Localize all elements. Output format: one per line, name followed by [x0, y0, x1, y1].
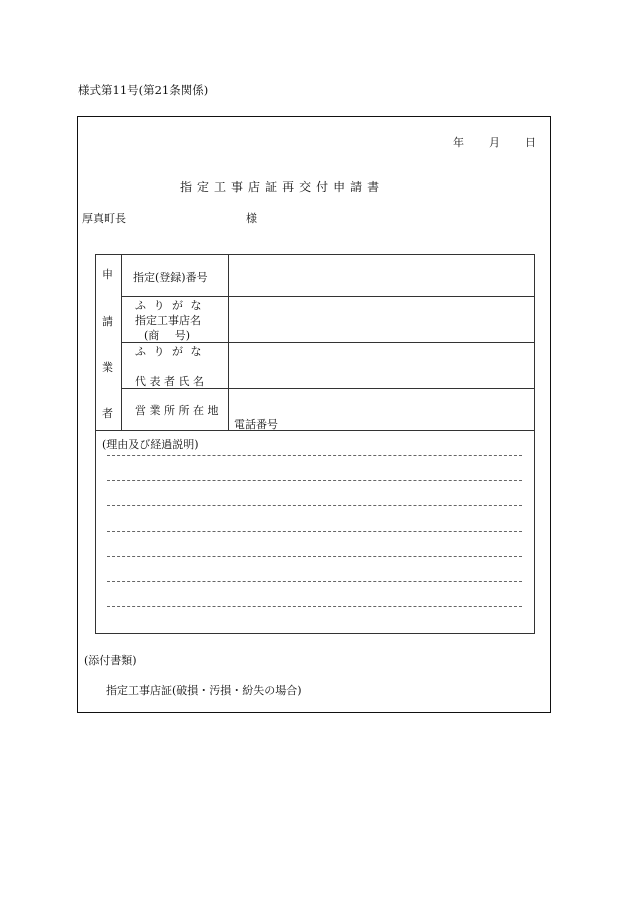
addressee-name: 厚真町長 [82, 212, 126, 225]
reg-number-label: 指定(登録)番号 [133, 271, 208, 284]
applicant-label-3: 業 [102, 361, 113, 374]
addressee-honorific: 様 [246, 212, 257, 225]
trade-name-label: (商 号) [144, 329, 191, 342]
form-number: 様式第11号(第21条関係) [78, 83, 209, 97]
reason-line [107, 505, 522, 506]
phone-label: 電話番号 [234, 418, 278, 431]
applicant-label-1: 申 [102, 268, 113, 281]
table-top-line [95, 254, 535, 255]
reason-label: (理由及び経過説明) [102, 438, 199, 451]
date-day: 日 [525, 136, 536, 149]
attachment-item: 指定工事店証(破損・汚損・紛失の場合) [106, 684, 302, 697]
table-bottom-line [95, 633, 535, 634]
attachments-label: (添付書類) [84, 654, 137, 667]
form-title: 指 定 工 事 店 証 再 交 付 申 請 書 [180, 180, 380, 194]
applicant-label-2: 請 [102, 315, 113, 328]
furigana-label-2: ふ り が な [135, 345, 204, 358]
reason-line [107, 455, 522, 456]
table-right-line [534, 254, 535, 633]
reason-line [107, 556, 522, 557]
furigana-label-1: ふ り が な [135, 299, 204, 312]
reason-line [107, 581, 522, 582]
row-sep-4 [95, 430, 535, 431]
date-year: 年 [453, 136, 464, 149]
reason-line [107, 606, 522, 607]
reason-line [107, 480, 522, 481]
address-label: 営 業 所 所 在 地 [135, 404, 219, 417]
applicant-label-4: 者 [102, 407, 113, 420]
table-left-line [95, 254, 96, 633]
rep-name-label: 代 表 者 氏 名 [135, 375, 204, 388]
shop-name-label: 指定工事店名 [135, 314, 201, 327]
reason-line [107, 531, 522, 532]
date-month: 月 [489, 136, 500, 149]
